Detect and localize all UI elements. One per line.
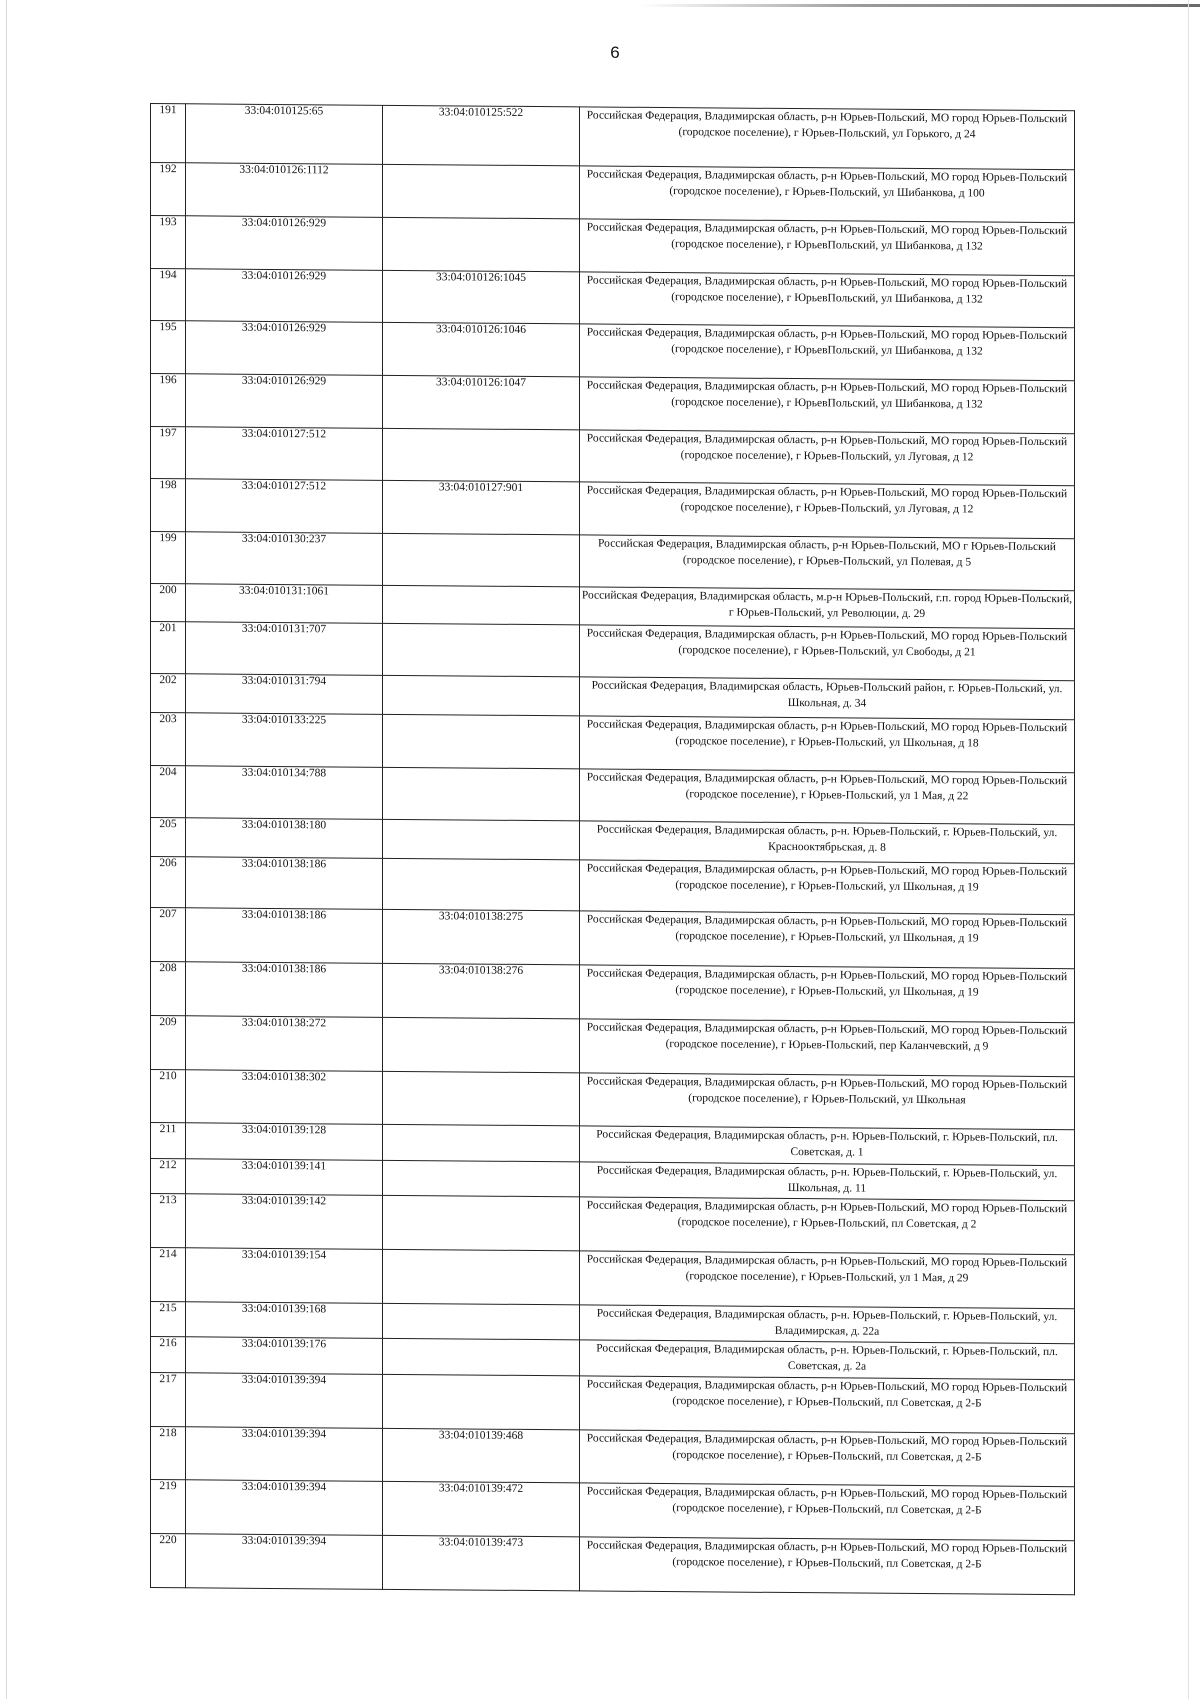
table-row xyxy=(151,479,1075,539)
sub-object-number xyxy=(383,675,580,715)
cadastral-number: 33:04:010139:394 xyxy=(186,1480,383,1535)
cadastral-number: 33:04:010127:512 xyxy=(186,426,383,480)
table-row xyxy=(151,268,1075,328)
address: Российская Федерация, Владимирская область, р-н. Юрьев-Польский, г. Юрьев-Польский, ул. Школьная, д. 11 xyxy=(580,1162,1075,1201)
table-row xyxy=(151,1426,1075,1487)
scan-edge-left xyxy=(6,0,7,1699)
sub-object-number xyxy=(383,1249,580,1304)
table-row xyxy=(151,426,1075,486)
cadastral-number: 33:04:010138:186 xyxy=(186,856,383,909)
cadastral-number: 33:04:010138:272 xyxy=(186,1016,383,1071)
row-number: 194 xyxy=(151,268,186,321)
address: Российская Федерация, Владимирская область, р-н Юрьев-Польский, МО город Юрьев-Польский (городское поселение), г ЮрьевПольский, ул Шибанкова, д 132 xyxy=(580,219,1075,276)
sub-object-number: 33:04:010138:275 xyxy=(383,910,580,965)
table-row xyxy=(151,163,1075,223)
sub-object-number xyxy=(383,714,580,769)
row-number: 198 xyxy=(151,479,186,532)
sub-object-number xyxy=(383,217,580,271)
row-number: 213 xyxy=(151,1194,186,1248)
table-row xyxy=(151,215,1075,275)
cadastral-number: 33:04:010126:1112 xyxy=(186,163,383,217)
table-row xyxy=(151,1480,1075,1541)
table-row xyxy=(151,908,1075,969)
address: Российская Федерация, Владимирская область, р-н Юрьев-Польский, МО город Юрьев-Польский (городское поселение), г Юрьев-Польский, пл Советская, д 2 xyxy=(580,1197,1075,1255)
row-number: 209 xyxy=(151,1015,186,1069)
address: Российская Федерация, Владимирская область, р-н Юрьев-Польский, МО город Юрьев-Польский (городское поселение), г Юрьев-Польский, пл Советская, д 2-Б xyxy=(580,1429,1075,1487)
sub-object-number: 33:04:010126:1047 xyxy=(383,375,580,429)
table-row xyxy=(151,1015,1075,1076)
cadastral-number: 33:04:010126:929 xyxy=(186,268,383,322)
sub-object-number xyxy=(383,1125,580,1162)
row-number: 210 xyxy=(151,1069,186,1123)
row-number: 214 xyxy=(151,1248,186,1302)
row-number: 196 xyxy=(151,373,186,426)
row-number: 217 xyxy=(151,1372,186,1426)
row-number: 207 xyxy=(151,908,186,962)
address: Российская Федерация, Владимирская область, р-н Юрьев-Польский, МО город Юрьев-Польский (городское поселение), г Юрьев-Польский, пл Советская, д 2-Б xyxy=(580,1376,1075,1434)
row-number: 212 xyxy=(151,1158,186,1194)
sub-object-number xyxy=(383,819,580,859)
sub-object-number: 33:04:010127:901 xyxy=(383,481,580,535)
row-number: 220 xyxy=(151,1534,186,1588)
address: Российская Федерация, Владимирская область, р-н Юрьев-Польский, МО город Юрьев-Польский (городское поселение), г Юрьев-Польский, ул Школьная, д 19 xyxy=(580,860,1075,915)
address: Российская Федерация, Владимирская область, р-н Юрьев-Польский, МО город Юрьев-Польский (городское поселение), г Юрьев-Польский, ул Луговая, д 12 xyxy=(580,429,1075,486)
address: Российская Федерация, Владимирская область, м.р-н Юрьев-Польский, г.п. город Юрьев-Польский, г Юрьев-Польский, ул Революции, д. 29 xyxy=(580,586,1075,629)
address: Российская Федерация, Владимирская область, р-н Юрьев-Польский, МО город Юрьев-Польский (городское поселение), г Юрьев-Польский, ул Свободы, д 21 xyxy=(580,625,1075,680)
table-row xyxy=(151,622,1075,681)
cadastral-number: 33:04:010130:237 xyxy=(186,532,383,585)
sub-object-number xyxy=(383,858,580,911)
address: Российская Федерация, Владимирская область, р-н Юрьев-Польский, МО город Юрьев-Польский (городское поселение), г ЮрьевПольский, ул Шибанкова, д 132 xyxy=(580,324,1075,381)
sub-object-number xyxy=(383,1196,580,1251)
row-number: 195 xyxy=(151,321,186,374)
row-number: 201 xyxy=(151,622,186,674)
address: Российская Федерация, Владимирская область, р-н Юрьев-Польский, МО город Юрьев-Польский (городское поселение), г ЮрьевПольский, ул Шибанкова, д 132 xyxy=(580,377,1075,434)
address: Российская Федерация, Владимирская область, р-н. Юрьев-Польский, г. Юрьев-Польский, ул. Краснооктябрьская, д. 8 xyxy=(580,821,1075,864)
sub-object-number: 33:04:010139:473 xyxy=(383,1535,580,1590)
row-number: 203 xyxy=(151,712,186,766)
sub-object-number: 33:04:010126:1045 xyxy=(383,270,580,324)
cadastral-number: 33:04:010138:180 xyxy=(186,818,383,858)
address: Российская Федерация, Владимирская область, р-н. Юрьев-Польский, г. Юрьев-Польский, пл. Советская, д. 2а xyxy=(580,1340,1075,1379)
sub-object-number: 33:04:010139:468 xyxy=(383,1428,580,1483)
address: Российская Федерация, Владимирская область, р-н Юрьев-Польский, МО город Юрьев-Польский (городское поселение), г Юрьев-Польский, ул Школьная, д 19 xyxy=(580,911,1075,969)
row-number: 202 xyxy=(151,673,186,712)
row-number: 216 xyxy=(151,1337,186,1373)
sub-object-number: 33:04:010139:472 xyxy=(383,1482,580,1537)
address: Российская Федерация, Владимирская область, р-н Юрьев-Польский, МО город Юрьев-Польский (городское поселение), г Юрьев-Польский, ул 1 Мая, д 29 xyxy=(580,1251,1075,1309)
address: Российская Федерация, Владимирская область, р-н Юрьев-Польский, МО город Юрьев-Польский (городское поселение), г Юрьев-Польский, ул Горького, д 24 xyxy=(580,107,1075,170)
cadastral-number: 33:04:010139:394 xyxy=(186,1426,383,1481)
cadastral-number: 33:04:010126:929 xyxy=(186,321,383,375)
row-number: 191 xyxy=(151,104,186,163)
address: Российская Федерация, Владимирская область, р-н Юрьев-Польский, МО город Юрьев-Польский (городское поселение), г ЮрьевПольский, ул Шибанкова, д 132 xyxy=(580,271,1075,328)
sub-object-number xyxy=(383,1339,580,1376)
cadastral-number: 33:04:010139:142 xyxy=(186,1194,383,1249)
table-row xyxy=(151,1069,1075,1130)
row-number: 197 xyxy=(151,426,186,479)
cadastral-number: 33:04:010139:394 xyxy=(186,1373,383,1428)
row-number: 200 xyxy=(151,583,186,622)
row-number: 219 xyxy=(151,1480,186,1534)
sub-object-number xyxy=(383,768,580,821)
cadastral-number: 33:04:010125:65 xyxy=(186,104,383,165)
sub-object-number xyxy=(383,164,580,218)
cadastral-number: 33:04:010138:302 xyxy=(186,1069,383,1124)
page-number: 6 xyxy=(610,43,620,62)
address: Российская Федерация, Владимирская область, р-н Юрьев-Польский, МО город Юрьев-Польский (городское поселение), г Юрьев-Польский, пл Советская, д 2-Б xyxy=(580,1537,1075,1595)
cadastral-number: 33:04:010131:707 xyxy=(186,622,383,675)
table-row xyxy=(151,962,1075,1023)
cadastral-number: 33:04:010139:394 xyxy=(186,1534,383,1589)
cadastral-number: 33:04:010139:168 xyxy=(186,1302,383,1339)
registry-table-body xyxy=(151,104,1075,1595)
cadastral-number: 33:04:010139:128 xyxy=(186,1123,383,1160)
address: Российская Федерация, Владимирская область, Юрьев-Польский район, г. Юрьев-Польский, ул. Школьная, д. 34 xyxy=(580,677,1075,720)
sub-object-number xyxy=(383,1374,580,1429)
cadastral-number: 33:04:010126:929 xyxy=(186,216,383,270)
cadastral-number: 33:04:010131:794 xyxy=(186,674,383,714)
table-row xyxy=(151,1372,1075,1433)
sub-object-number: 33:04:010138:276 xyxy=(383,963,580,1018)
address: Российская Федерация, Владимирская область, р-н Юрьев-Польский, МО город Юрьев-Польский (городское поселение), г Юрьев-Польский, пер Каланчевский, д 9 xyxy=(580,1019,1075,1077)
sub-object-number xyxy=(383,533,580,586)
cadastral-number: 33:04:010133:225 xyxy=(186,712,383,767)
cadastral-number: 33:04:010134:788 xyxy=(186,766,383,819)
scan-edge-right xyxy=(1188,0,1189,1699)
address: Российская Федерация, Владимирская область, р-н Юрьев-Польский, МО город Юрьев-Польский (городское поселение), г Юрьев-Польский, ул Школьная, д 18 xyxy=(580,715,1075,773)
row-number: 206 xyxy=(151,856,186,908)
registry-table xyxy=(150,103,1075,1595)
sub-object-number xyxy=(383,585,580,625)
address: Российская Федерация, Владимирская область, р-н Юрьев-Польский, МО город Юрьев-Польский (городское поселение), г Юрьев-Польский, ул Шибанкова, д 100 xyxy=(580,166,1075,223)
row-number: 192 xyxy=(151,163,186,216)
row-number: 208 xyxy=(151,962,186,1016)
sub-object-number xyxy=(383,1160,580,1197)
table-row xyxy=(151,104,1075,170)
scan-edge-artifact xyxy=(640,4,1200,7)
table-row xyxy=(151,321,1075,381)
address: Российская Федерация, Владимирская область, р-н Юрьев-Польский, МО город Юрьев-Польский (городское поселение), г Юрьев-Польский, ул Луговая, д 12 xyxy=(580,482,1075,539)
sub-object-number: 33:04:010126:1046 xyxy=(383,323,580,377)
row-number: 218 xyxy=(151,1426,186,1480)
address: Российская Федерация, Владимирская область, р-н Юрьев-Польский, МО город Юрьев-Польский (городское поселение), г Юрьев-Польский, ул Школьная, д 19 xyxy=(580,965,1075,1023)
table-row xyxy=(151,766,1075,825)
table-row xyxy=(151,856,1075,915)
row-number: 199 xyxy=(151,531,186,583)
table-row xyxy=(151,373,1075,433)
sub-object-number xyxy=(383,428,580,482)
sub-object-number xyxy=(383,1303,580,1340)
sub-object-number xyxy=(383,1071,580,1126)
table-row xyxy=(151,531,1075,590)
address: Российская Федерация, Владимирская область, р-н. Юрьев-Польский, г. Юрьев-Польский, пл. Советская, д. 1 xyxy=(580,1126,1075,1165)
address: Российская Федерация, Владимирская область, р-н. Юрьев-Польский, г. Юрьев-Польский, ул. Владимирская, д. 22а xyxy=(580,1305,1075,1344)
table-row xyxy=(151,1248,1075,1309)
cadastral-number: 33:04:010131:1061 xyxy=(186,583,383,623)
cadastral-number: 33:04:010139:154 xyxy=(186,1248,383,1303)
row-number: 205 xyxy=(151,817,186,856)
sub-object-number xyxy=(383,1017,580,1072)
row-number: 215 xyxy=(151,1301,186,1337)
address: Российская Федерация, Владимирская область, р-н Юрьев-Польский, МО г Юрьев-Польский (городское поселение), г Юрьев-Польский, ул Полевая, д 5 xyxy=(580,535,1075,590)
row-number: 193 xyxy=(151,215,186,268)
table-row xyxy=(151,1194,1075,1255)
row-number: 211 xyxy=(151,1123,186,1159)
cadastral-number: 33:04:010127:512 xyxy=(186,479,383,533)
cadastral-number: 33:04:010138:186 xyxy=(186,908,383,963)
cadastral-number: 33:04:010139:141 xyxy=(186,1159,383,1196)
sub-object-number xyxy=(383,624,580,677)
table-row xyxy=(151,1534,1075,1595)
sub-object-number: 33:04:010125:522 xyxy=(383,105,580,166)
table-row xyxy=(151,712,1075,773)
cadastral-number: 33:04:010139:176 xyxy=(186,1337,383,1374)
row-number: 204 xyxy=(151,766,186,818)
cadastral-number: 33:04:010126:929 xyxy=(186,374,383,428)
address: Российская Федерация, Владимирская область, р-н Юрьев-Польский, МО город Юрьев-Польский (городское поселение), г Юрьев-Польский, ул 1 Мая, д 22 xyxy=(580,769,1075,824)
cadastral-number: 33:04:010138:186 xyxy=(186,962,383,1017)
address: Российская Федерация, Владимирская область, р-н Юрьев-Польский, МО город Юрьев-Польский (городское поселение), г Юрьев-Польский, ул Школьная xyxy=(580,1072,1075,1130)
address: Российская Федерация, Владимирская область, р-н Юрьев-Польский, МО город Юрьев-Польский (городское поселение), г Юрьев-Польский, пл Советская, д 2-Б xyxy=(580,1483,1075,1541)
